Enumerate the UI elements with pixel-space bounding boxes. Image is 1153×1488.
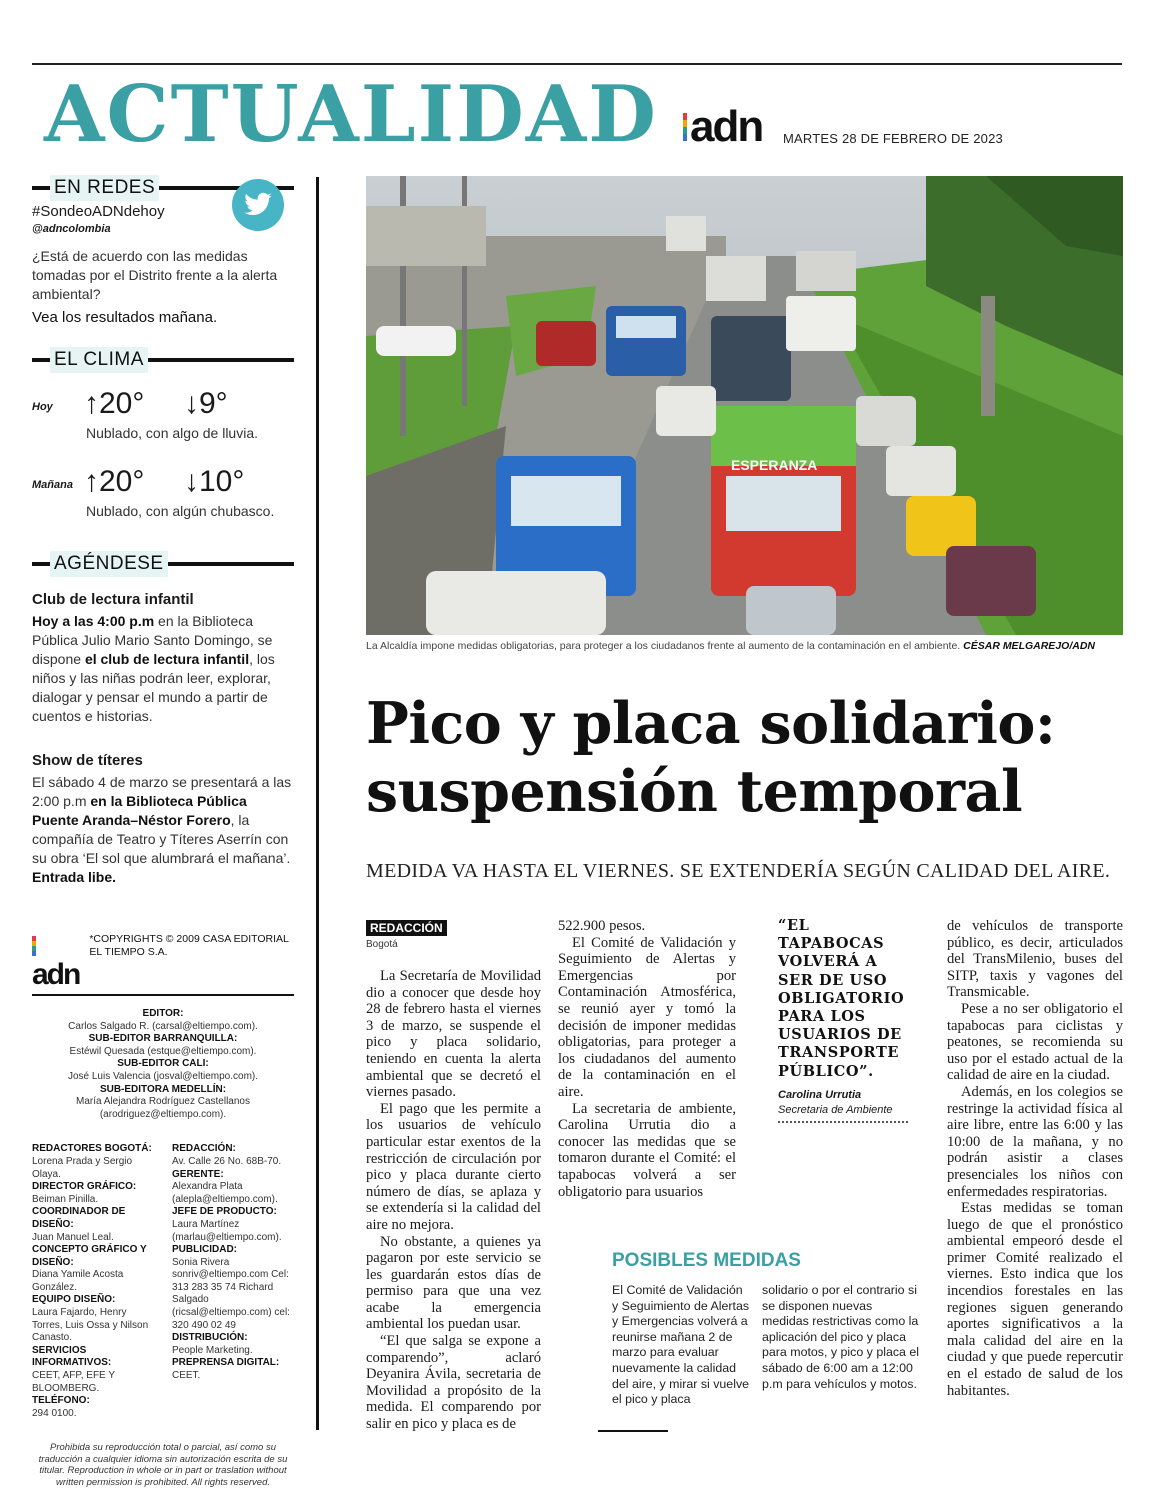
paragraph: de vehículos de transporte público, es decir, articulados del TransMilenio, buses del SITP, taxis y vagones del Transmicable. xyxy=(947,918,1123,1001)
staff-value: María Alejandra Rodríguez Castellanos (arodriguez@eltiempo.com). xyxy=(76,1096,250,1120)
staff-value: Beiman Pinilla. xyxy=(32,1193,99,1205)
twitter-bird-icon xyxy=(232,179,284,231)
hashtag: #SondeoADNdehoy xyxy=(32,203,165,220)
adn-logo-small xyxy=(32,930,79,990)
editor-block xyxy=(32,1008,294,1121)
paragraph: No obstante, a quienes ya pagaron por este servicio se les guardarán estos días de permiso para que una vez acabe la emergencia ambiental los puedan usar. xyxy=(366,1233,541,1333)
staff-value: José Luis Valencia (josval@eltiempo.com). xyxy=(67,1070,259,1082)
paragraph: La secretaria de ambiente, Carolina Urrutia dio a conocer las medidas que se tomaron durante el Comité: el tapabocas volverá a ser obligatorio para usuarios xyxy=(558,1100,736,1200)
staff-label: REDACTORES BOGOTÁ: xyxy=(32,1143,152,1155)
staff-value: Lorena Prada y Sergio Olaya. xyxy=(32,1155,133,1180)
staff-value: Sonia Rivera sonriv@eltiempo.com Cel: 313 283 35 74 Richard Salgado (ricsal@eltiempo.com) cel: 320 490 02 49 xyxy=(172,1256,290,1331)
staff-value: 294 0100. xyxy=(32,1407,77,1419)
staff-label: DIRECTOR GRÁFICO: xyxy=(32,1181,137,1193)
subheadline: MEDIDA VA HASTA EL VIERNES. SE EXTENDERÍA SEGÚN CALIDAD DEL AIRE. xyxy=(366,860,1111,882)
staff-label: GERENTE: xyxy=(172,1168,224,1180)
paragraph: El Comité de Validación y Seguimiento de Alertas y Emergencias por Contaminación Atmosférica, se reunió ayer y tomó la decisión de imponer medidas obligatorias, para proteger a los ciudadanos del aumento de la contaminación en el aire. xyxy=(558,934,736,1100)
weather-low: ↓9° xyxy=(184,387,228,420)
staff-label: SERVICIOS INFORMATIVOS: xyxy=(32,1344,112,1369)
paragraph: El pago que les permite a los usuarios de vehículo particular estar exentos de la restricción de circulación por pico y placa durante cierto número de días, se aplaza y se extendería si la calidad del aire no mejora. xyxy=(366,1100,541,1233)
article-column-4 xyxy=(947,918,1123,1399)
quote-role: Secretaria de Ambiente xyxy=(778,1104,893,1116)
staff-value: CEET, AFP, EFE Y BLOOMBERG. xyxy=(32,1370,115,1394)
staff-value: Laura Martínez (marlau@eltiempo.com). xyxy=(172,1218,282,1243)
weather-desc: Nublado, con algo de lluvia. xyxy=(86,425,259,441)
box-text-left: El Comité de Validación y Seguimiento de Alertas y Emergencias volverá a reunirse mañana 2 de marzo para evaluar nuevamente la calidad del aire, y mirar si vuelve el pico y placa xyxy=(612,1283,750,1407)
event-title: Club de lectura infantil xyxy=(32,591,194,608)
copyright-row xyxy=(32,930,294,996)
staff-value: Estéwil Quesada (estque@eltiempo.com). xyxy=(69,1045,257,1057)
agenda-event xyxy=(32,591,294,726)
article-column-1 xyxy=(366,968,541,1433)
staff-col-right xyxy=(172,1143,294,1420)
staff-label: CONCEPTO GRÁFICO Y DISEÑO: xyxy=(32,1244,147,1268)
quote-divider xyxy=(778,1121,908,1123)
staff-value: Laura Fajardo, Henry Torres, Luis Ossa y Nilson Canasto. xyxy=(32,1307,149,1344)
paragraph: La Secretaría de Movilidad dio a conocer que desde hoy 28 de febrero hasta el viernes 3 de marzo, se suspende el pico y placa solidario, teniendo en cuenta la alerta ambiental que se decretó el viernes pasado. xyxy=(366,968,541,1101)
weather-day: Mañana xyxy=(32,479,73,491)
poll-question: ¿Está de acuerdo con las medidas tomadas por el Distrito frente a la alerta ambiental? xyxy=(32,248,278,302)
agenda-event xyxy=(32,752,294,887)
paragraph: Pese a no ser obligatorio el tapabocas para ciclistas y peatones, se recomienda su uso por el estado actual de la calidad de aire en la ciudad. xyxy=(947,1000,1123,1084)
weather-high: ↑20° xyxy=(84,387,145,420)
weather-day: Hoy xyxy=(32,401,53,413)
box-title: POSIBLES MEDIDAS xyxy=(612,1250,801,1271)
staff-label: REDACCIÓN: xyxy=(172,1143,236,1155)
redes-title: EN REDES xyxy=(50,175,159,201)
clima-title: EL CLIMA xyxy=(50,347,148,373)
paragraph: Estas medidas se toman luego de que el pronóstico ambiental empeoró desde el primer Comité realizado el viernes. Esto indica que los incendios forestales en las regiones siguen generando aportes significativos a la mala calidad del aire en la ciudad y que puede repercutir en el estado de salud de los habitantes. xyxy=(947,1200,1123,1399)
weather-list xyxy=(32,387,294,543)
staff-columns xyxy=(32,1143,294,1420)
staff-value: Juan Manuel Leal. xyxy=(32,1231,114,1243)
caption-text: La Alcaldía impone medidas obligatorias, para proteger a los ciudadanos frente al aumento de la contaminación en el ambiente. xyxy=(366,640,961,652)
staff-value: Alexandra Plata (alepla@eltiempo.com). xyxy=(172,1181,278,1205)
staff-box xyxy=(32,930,294,1488)
staff-label: TELÉFONO: xyxy=(32,1395,90,1407)
photo-caption xyxy=(366,640,1123,652)
event-body xyxy=(32,612,294,726)
event-highlight: Entrada libe. xyxy=(32,869,117,885)
staff-col-left xyxy=(32,1143,154,1420)
staff-label: SUB-EDITOR CALI: xyxy=(117,1058,209,1070)
pull-quote: “EL TAPABOCAS VOLVERÁ A SER DE USO OBLIGATORIO PARA LOS USUARIOS DE TRANSPORTE PÚBLICO”. xyxy=(778,917,905,1080)
event-text: El sábado 4 de marzo se presentará a las 2:00 p.m xyxy=(32,774,292,809)
staff-label: COORDINADOR DE DISEÑO: xyxy=(32,1206,126,1230)
staff-value: Carlos Salgado R. (carsal@eltiempo.com). xyxy=(68,1020,258,1032)
poll-results-note: Vea los resultados mañana. xyxy=(32,309,218,326)
adn-logo-text: adn xyxy=(32,958,80,991)
staff-value: Av. Calle 26 No. 68B-70. xyxy=(172,1155,282,1167)
sidebar xyxy=(32,175,294,887)
photo-credit: CÉSAR MELGAREJO/ADN xyxy=(963,640,1095,652)
agenda-title: AGÉNDESE xyxy=(50,551,168,577)
adn-logo xyxy=(683,103,762,151)
copyright-text: *COPYRIGHTS © 2009 CASA EDITORIAL EL TIEMPO S.A. xyxy=(89,933,289,958)
staff-value: CEET. xyxy=(172,1370,201,1382)
event-text: , los niños y las niñas podrán leer, explorar, dialogar y pensar el mundo a partir de cuentos e historias. xyxy=(32,651,275,724)
paragraph: 522.900 pesos. xyxy=(558,918,646,934)
traffic-photo xyxy=(366,176,1123,635)
weather-row-today xyxy=(32,387,294,465)
column-divider xyxy=(316,177,319,1430)
section-title: ACTUALIDAD xyxy=(44,69,658,160)
staff-label: EQUIPO DISEÑO: xyxy=(32,1294,116,1306)
event-body xyxy=(32,773,294,887)
event-text: , la compañía de Teatro y Títeres Aserrín con su obra ‘El sol que alumbrará el mañana’. xyxy=(32,812,291,866)
bird-icon xyxy=(243,192,273,218)
weather-high: ↑20° xyxy=(84,465,145,498)
agenda-header xyxy=(32,551,294,577)
staff-label: PREPRENSA DIGITAL: xyxy=(172,1357,280,1369)
bus-sign-text: ESPERANZA xyxy=(731,457,818,473)
traffic-jam-image xyxy=(366,176,1123,635)
paragraph: Además, en los colegios se restringe la actividad física al aire libre, entre las 6:00 y las 10:00 de la mañana, y no podrán asistir a clases presenciales los niños con enfermedades respiratorias. xyxy=(947,1083,1123,1200)
article-column-2 xyxy=(558,918,736,1200)
paragraph: “El que salga se expone a comparendo”, aclaró Deyanira Ávila, secretaria de Movilidad a propósito de la medida. El comparendo por salir en pico y placa es de xyxy=(366,1333,541,1433)
box-rule xyxy=(598,1430,668,1432)
rights-notice: Prohibida su reproducción total o parcial, así como su traducción a cualquier idioma sin autorización escrita de su titular. Reproduction in whole or in part or traslation without written permission is prohibited. All rights reserved. xyxy=(38,1442,288,1488)
staff-label: DISTRIBUCIÓN: xyxy=(172,1332,248,1344)
headline-line: suspensión temporal xyxy=(366,758,1023,825)
event-text: en la Biblioteca Pública Julio Mario Santo Domingo, se dispone xyxy=(32,613,273,667)
issue-date: MARTES 28 DE FEBRERO DE 2023 xyxy=(783,131,1003,146)
byline-city: Bogotá xyxy=(366,939,398,950)
quote-author: Carolina Urrutia xyxy=(778,1089,862,1101)
headline xyxy=(366,690,1126,826)
event-highlight: el club de lectura infantil xyxy=(84,651,250,667)
staff-label: SUB-EDITORA MEDELLÍN: xyxy=(99,1083,227,1095)
event-title: Show de títeres xyxy=(32,752,143,769)
clima-header xyxy=(32,347,294,373)
weather-desc: Nublado, con algún chubasco. xyxy=(86,503,275,519)
byline: REDACCIÓN xyxy=(366,920,447,936)
staff-label: SUB-EDITOR BARRANQUILLA: xyxy=(88,1033,238,1045)
event-time: Hoy a las 4:00 p.m xyxy=(32,613,155,629)
weather-row-tomorrow xyxy=(32,465,294,543)
logo-color-bar xyxy=(683,113,687,141)
headline-line: Pico y placa solidario: xyxy=(366,690,1056,757)
twitter-handle: @adncolombia xyxy=(32,223,111,235)
box-text-right: solidario o por el contrario si se disponen nuevas medidas restrictivas como la aplicación del pico y placa para motos, y pico y placa el sábado de 6:00 am a 12:00 p.m para vehículos y motos. xyxy=(762,1283,920,1391)
staff-value: People Marketing. xyxy=(172,1344,253,1356)
weather-low: ↓10° xyxy=(184,465,245,498)
adn-logo-text: adn xyxy=(690,102,763,151)
event-highlight: en la Biblioteca Pública Puente Aranda–Néstor Forero xyxy=(32,793,247,828)
top-rule xyxy=(32,63,1122,65)
staff-label: JEFE DE PRODUCTO: xyxy=(172,1206,277,1218)
staff-label: EDITOR: xyxy=(142,1008,184,1019)
staff-label: PUBLICIDAD: xyxy=(172,1244,237,1256)
staff-value: Diana Yamile Acosta González. xyxy=(32,1269,124,1293)
